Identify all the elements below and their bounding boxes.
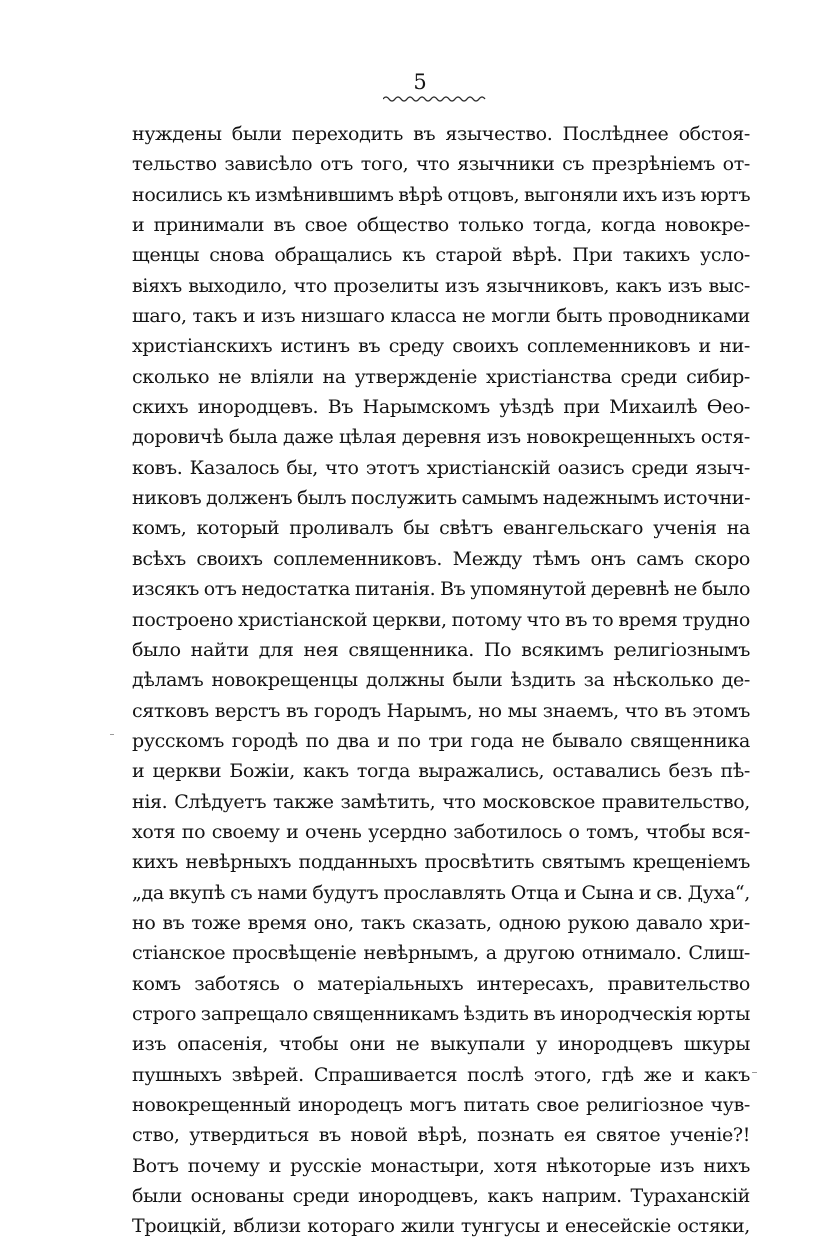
text-line: были основаны среди инородцевъ, какъ наприм. Тураханскій xyxy=(132,1185,750,1208)
scan-speck xyxy=(110,734,114,735)
text-line: комъ, который проливалъ бы свѣтъ евангельскаго ученія на xyxy=(132,517,750,540)
text-line: скихъ инородцевъ. Въ Нарымскомъ уѣздѣ при Михаилѣ Ѳео- xyxy=(132,396,750,419)
text-line: новокрещенный инородецъ могъ питать свое религіозное чув- xyxy=(132,1094,750,1116)
text-line: изсякъ отъ недостатка питанія. Въ упомянутой деревнѣ не было xyxy=(132,578,750,601)
text-line: хотя по своему и очень усердно заботилось о томъ, чтобы вся- xyxy=(132,820,750,843)
text-line: дѣламъ новокрещенцы должны были ѣздить за нѣсколько де- xyxy=(132,669,750,692)
text-line: построено христіанской церкви, потому что въ то время трудно xyxy=(132,608,750,631)
text-line: шаго, такъ и изъ низшаго класса не могли быть проводниками xyxy=(132,305,750,328)
text-line: Троицкій, вблизи котораго жили тунгусы и енесейскіе остяки, xyxy=(132,1215,750,1238)
text-line: русскомъ городѣ по два и по три года не бывало священника xyxy=(132,729,750,752)
text-line: христіанскихъ истинъ въ среду своихъ соплеменниковъ и ни- xyxy=(132,335,750,358)
text-line: доровичѣ была даже цѣлая деревня изъ новокрещенныхъ остя- xyxy=(132,426,750,449)
text-line: сятковъ верстъ въ городъ Нарымъ, но мы знаемъ, что въ этомъ xyxy=(132,699,750,722)
page-number: 5 xyxy=(413,70,427,94)
text-line: стіанское просвѣщеніе невѣрнымъ, а другою отнимало. Слиш- xyxy=(132,942,750,965)
text-line: „да вкупѣ съ нами будутъ прославлять Отца и Сына и св. Духа“, xyxy=(132,881,750,904)
text-line: комъ заботясь о матеріальныхъ интересахъ, правительство xyxy=(132,972,750,995)
text-line: носились къ измѣнившимъ вѣрѣ отцовъ, выгоняли ихъ изъ юртъ xyxy=(132,183,751,206)
scan-speck xyxy=(752,1072,757,1073)
text-line: нія. Слѣдуетъ также замѣтить, что московское правительство, xyxy=(132,790,750,813)
text-line: ковъ. Казалось бы, что этотъ христіанскій оазисъ среди языч- xyxy=(132,456,750,479)
text-line: никовъ долженъ былъ послужить самымъ надежнымъ источни- xyxy=(132,487,751,510)
text-line: было найти для нея священника. По всякимъ религіознымъ xyxy=(132,638,750,661)
text-line: пушныхъ звѣрей. Спрашивается послѣ этого, гдѣ же и какъ xyxy=(132,1063,750,1086)
text-line: и принимали въ свое общество только тогда, когда новокре- xyxy=(132,214,750,237)
text-line: віяхъ выходило, что прозелиты изъ язычниковъ, какъ изъ выс- xyxy=(132,274,750,297)
text-line: изъ опасенія, чтобы они не выкупали у инородцевъ шкуры xyxy=(132,1033,750,1056)
text-line: но въ тоже время оно, такъ сказать, одною рукою давало хри- xyxy=(132,911,750,934)
text-line: сколько не вліяли на утвержденіе христіанства среди сибир- xyxy=(132,365,750,388)
text-line: тельство зависѣло отъ того, что язычники съ презрѣніемъ от- xyxy=(132,153,750,176)
text-line: и церкви Божіи, какъ тогда выражались, оставались безъ пѣ- xyxy=(132,760,750,783)
text-line: строго запрещало священникамъ ѣздить въ инородческія юрты xyxy=(132,1002,750,1025)
text-line: щенцы снова обращались къ старой вѣрѣ. При такихъ усло- xyxy=(132,244,750,267)
text-line: Вотъ почему и русскіе монастыри, хотя нѣкоторые изъ нихъ xyxy=(132,1154,750,1177)
text-line: кихъ невѣрныхъ подданныхъ просвѣтить святымъ крещеніемъ xyxy=(132,851,750,874)
body-text xyxy=(132,119,750,1242)
text-line: всѣхъ своихъ соплеменниковъ. Между тѣмъ онъ самъ скоро xyxy=(132,547,750,570)
text-line: ство, утвердиться въ новой вѣрѣ, познать ея святое ученіе?! xyxy=(132,1124,750,1147)
text-line: нуждены были переходить въ язычество. Послѣднее обстоя- xyxy=(132,123,750,145)
wavy-rule-ornament-icon xyxy=(383,94,487,104)
